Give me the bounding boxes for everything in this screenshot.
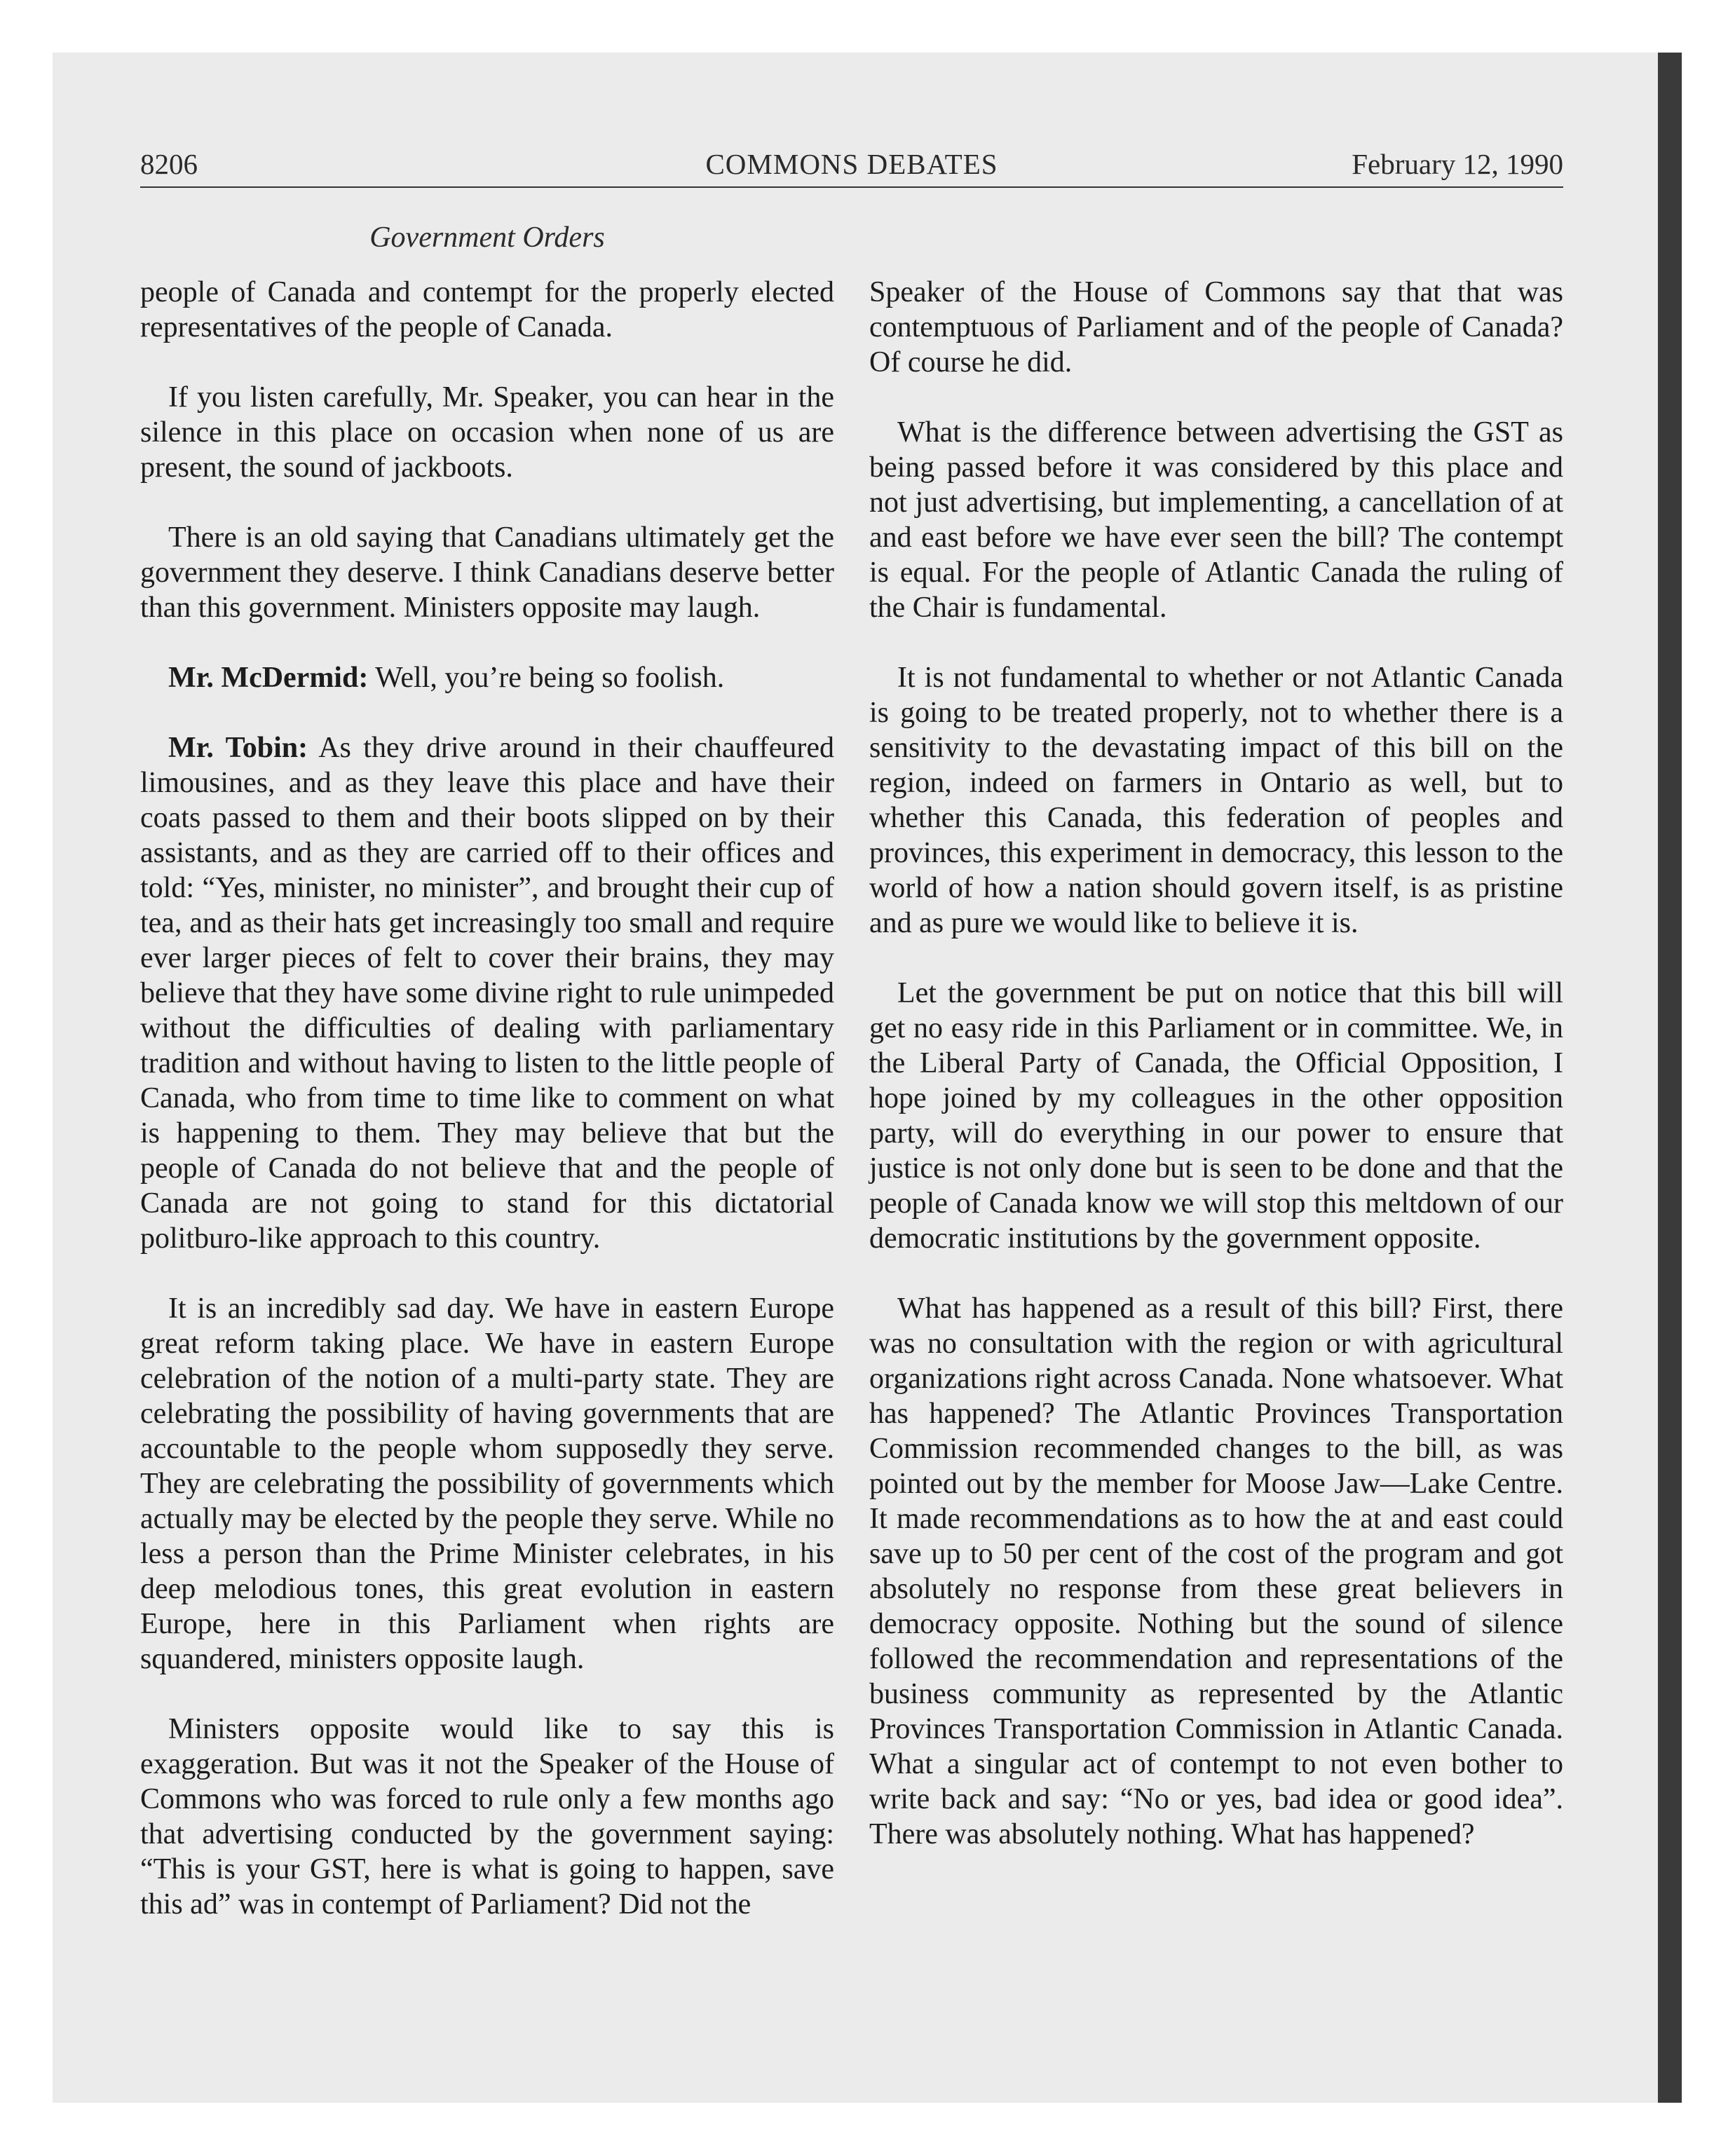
speech-text: As they drive around in their chauffeured limousines, and as they leave this place and have their coats passed to them and their boots slipped on by their assistants, and as they are carried off to their offices and told: “Yes, minister, no minister”, and brought their cup of tea, and as their hats get increasingly too small and require ever larger pieces of felt to cover their brains, they may believe that they have some divine right to rule unimpeded without the difficulties of dealing with parliamentary tradition and without having to listen to the little people of Canada, who from time to time like to comment on what is happening to them. They may believe that but the people of Canada do not believe that and the people of Canada are not going to stand for this dictatorial politburo-like approach to this country. bbox=[140, 732, 835, 1255]
paragraph: Ministers opposite would like to say this is exaggeration. But was it not the Speaker of the House of Commons who was forced to rule only a few months ago that advertising conducted by the government saying: “This is your GST, here is what is going to happen, save this ad” was in contempt of Parliament? Did not the bbox=[140, 1713, 834, 1920]
paragraph: It is an incredibly sad day. We have in eastern Europe great reform taking place. We have in eastern Europe celebration of the notion of a multi-party state. They are celebrating the possibility of having governments that are accountable to the people whom supposedly they serve. They are celebrating the possibility of governments which actually may be elected by the people they serve. While no less a person than the Prime Minister celebrates, in his deep melodious tones, this great evolution in eastern Europe, here in this Parliament when rights are squandered, ministers opposite laugh. bbox=[140, 1292, 834, 1675]
left-column bbox=[140, 275, 834, 1922]
section-title: Government Orders bbox=[369, 221, 605, 254]
speaker-name: Mr. Tobin: bbox=[168, 732, 308, 764]
page-number: 8206 bbox=[140, 148, 198, 180]
speech-text: Well, you’re being so foolish. bbox=[368, 662, 725, 694]
header-rule bbox=[140, 186, 1563, 188]
paragraph: people of Canada and contempt for the properly elected representatives of the people of Canada. bbox=[140, 276, 834, 343]
speech-paragraph bbox=[140, 730, 834, 1256]
right-column bbox=[869, 275, 1563, 1852]
speaker-name: Mr. McDermid: bbox=[168, 662, 369, 694]
page-header bbox=[140, 147, 1563, 186]
paragraph: Speaker of the House of Commons say that that was contemptuous of Parliament and of the people of Canada? Of course he did. bbox=[869, 276, 1563, 378]
issue-date: February 12, 1990 bbox=[1352, 148, 1563, 180]
paragraph: What is the difference between advertising the GST as being passed before it was considered by this place and not just advertising, but implementing, a cancellation of at and east before we have ever seen the bill? The contempt is equal. For the people of Atlantic Canada the ruling of the Chair is fundamental. bbox=[869, 416, 1563, 624]
speech-paragraph bbox=[140, 660, 834, 695]
scan-edge-shadow bbox=[1658, 53, 1682, 2103]
paragraph: If you listen carefully, Mr. Speaker, you can hear in the silence in this place on occasion when none of us are present, the sound of jackboots. bbox=[140, 381, 834, 484]
paragraph: What has happened as a result of this bill? First, there was no consultation with the region or with agricultural organizations right across Canada. None whatsoever. What has happened? The Atlantic Provinces Transportation Commission recommended changes to the bill, as was pointed out by the member for Moose Jaw—Lake Centre. It made recommendations as to how the at and east could save up to 50 per cent of the cost of the program and got absolutely no response from these great believers in democracy opposite. Nothing but the sound of silence followed the recommendation and representations of the business community as represented by the Atlantic Provinces Transportation Commission in Atlantic Canada. What a singular act of contempt to not even bother to write back and say: “No or yes, bad idea or good idea”. There was absolutely nothing. What has happened? bbox=[869, 1292, 1563, 1850]
paragraph: There is an old saying that Canadians ultimately get the government they deserve. I think Canadians deserve better than this government. Ministers opposite may laugh. bbox=[140, 521, 834, 624]
publication-title: COMMONS DEBATES bbox=[705, 148, 998, 180]
paragraph: It is not fundamental to whether or not Atlantic Canada is going to be treated properly, not to whether there is a sensitivity to the devastating impact of this bill on the region, indeed on farmers in Ontario as well, but to whether this Canada, this federation of peoples and provinces, this experiment in democracy, this lesson to the world of how a nation should govern itself, is as pristine and as pure we would like to believe it is. bbox=[869, 662, 1563, 939]
paragraph: Let the government be put on notice that this bill will get no easy ride in this Parliament or in committee. We, in the Liberal Party of Canada, the Official Opposition, I hope joined by my colleagues in the other opposition party, will do everything in our power to ensure that justice is not only done but is seen to be done and that the people of Canada know we will stop this meltdown of our democratic institutions by the government opposite. bbox=[869, 977, 1563, 1255]
